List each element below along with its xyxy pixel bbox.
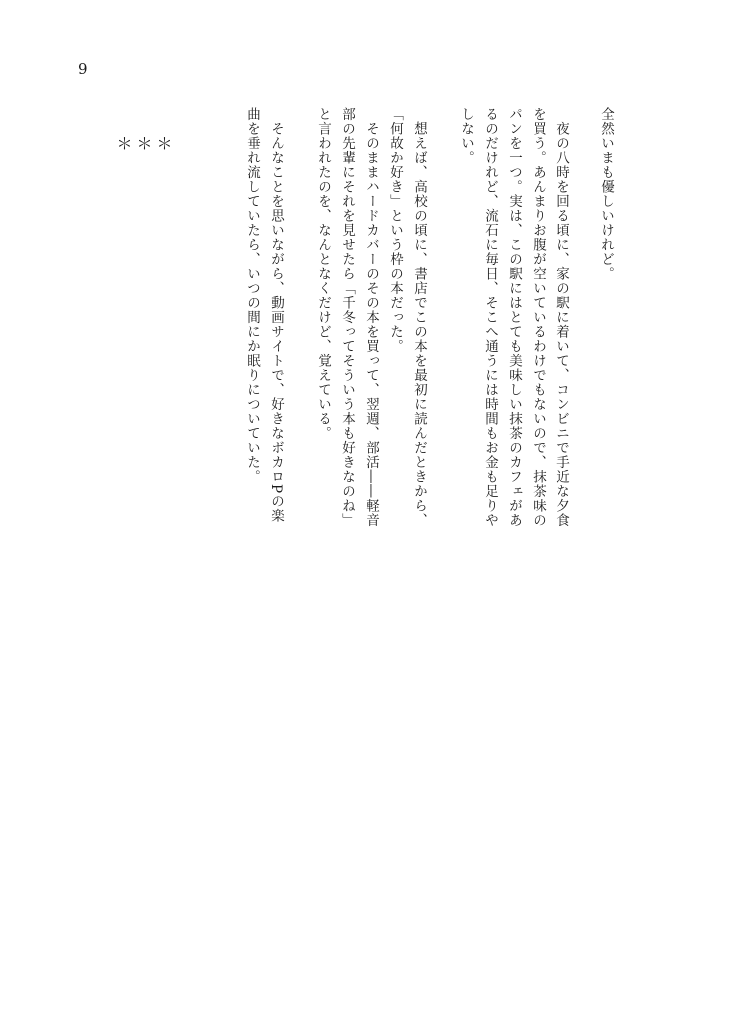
text-line: 全然いまも優しいけれど。 (598, 107, 614, 281)
text-line: しない。 (458, 107, 474, 165)
separator-star: ＊ (114, 135, 133, 151)
text-line: 曲を垂れ流していたら、いつの間にか眠りについていた。 (244, 107, 260, 484)
text-line: るのだけれど、流石に毎日、そこへ通うには時間もお金も足りや (482, 107, 498, 528)
separator-star: ＊ (154, 135, 173, 151)
text-line: と言われたのを、なんとなくだけど、覚えている。 (315, 107, 331, 441)
text-line: 「何故か好き」という枠の本だった。 (387, 107, 403, 354)
text-line: 想えば、高校の頃に、書店でこの本を最初に読んだときから、 (411, 107, 427, 528)
text-line: パンを一つ。実は、この駅にはとても美味しい抹茶のカフェがあ (506, 107, 522, 528)
text-line: 夜の八時を回る頃に、家の駅に着いて、コンビニで手近な夕食 (553, 107, 569, 528)
text-line: そんなことを思いながら、動画サイトで、好きなボカロPの楽 (268, 107, 284, 524)
text-line: を買う。あんまりお腹が空いているわけでもないので、抹茶味の (530, 107, 546, 528)
separator-star: ＊ (134, 135, 153, 151)
section-separator (114, 135, 173, 175)
page-number: 9 (78, 60, 88, 78)
text-line: 部の先輩にそれを見せたら「千冬ってそういう本も好きなのね」 (339, 107, 355, 528)
text-line: そのままハードカバーのその本を買って、翌週、部活――軽音 (363, 107, 379, 528)
